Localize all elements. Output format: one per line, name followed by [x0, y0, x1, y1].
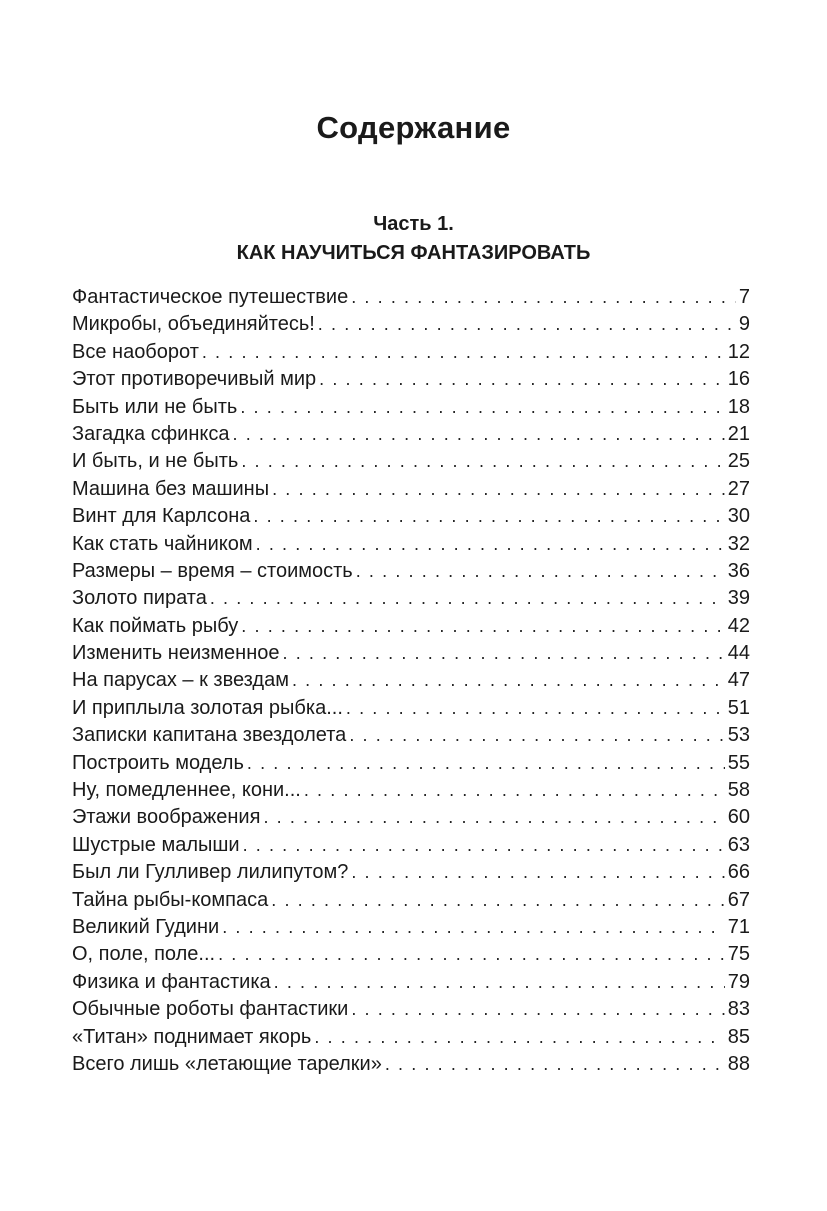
- toc-entry-page: 60: [727, 806, 750, 829]
- toc-entry[interactable]: [72, 887, 750, 914]
- part-title: КАК НАУЧИТЬСЯ ФАНТАЗИРОВАТЬ: [236, 242, 591, 264]
- toc-dot-leader: [351, 859, 724, 886]
- toc-entry-page: 83: [727, 998, 750, 1021]
- toc-entry[interactable]: [72, 804, 750, 831]
- toc-entry-title: Изменить неизменное: [72, 642, 280, 665]
- toc-entry[interactable]: [72, 667, 750, 694]
- toc-dot-leader: [233, 421, 725, 448]
- toc-entry-title: О, поле, поле...: [72, 943, 216, 966]
- toc-dot-leader: [222, 914, 725, 941]
- toc-entry-title: Всего лишь «летающие тарелки»: [72, 1052, 382, 1075]
- toc-entry[interactable]: [72, 750, 750, 777]
- toc-entry-page: 21: [727, 422, 750, 445]
- toc-dot-leader: [271, 887, 725, 914]
- toc-entry[interactable]: [72, 777, 750, 804]
- toc-dot-leader: [210, 585, 725, 612]
- toc-entry-title: Все наоборот: [72, 340, 199, 363]
- toc-entry-page: 79: [727, 970, 750, 993]
- toc-entry-title: Как поймать рыбу: [72, 614, 239, 637]
- toc-entry-page: 88: [727, 1052, 750, 1075]
- toc-entry-page: 16: [727, 368, 750, 391]
- toc-dot-leader: [241, 613, 724, 640]
- toc-dot-leader: [272, 476, 725, 503]
- toc-entry-title: Ну, помедленнее, кони...: [72, 779, 301, 802]
- toc-entry[interactable]: [72, 421, 750, 448]
- toc-entry-title: Построить модель: [72, 751, 244, 774]
- toc-entry-page: 75: [727, 943, 750, 966]
- toc-entry-title: Записки капитана звездолета: [72, 724, 347, 747]
- toc-entry-page: 63: [727, 833, 750, 856]
- toc-entry-page: 66: [727, 861, 750, 884]
- toc-entry-title: Великий Гудини: [72, 915, 220, 938]
- toc-list: [72, 284, 750, 1078]
- toc-entry[interactable]: [72, 1024, 750, 1051]
- toc-dot-leader: [241, 448, 724, 475]
- toc-entry-title: Тайна рыбы-компаса: [72, 888, 269, 911]
- toc-entry-title: Обычные роботы фантастики: [72, 998, 349, 1021]
- toc-entry-title: Фантастическое путешествие: [72, 286, 349, 308]
- toc-entry[interactable]: [72, 941, 750, 968]
- toc-dot-leader: [240, 394, 724, 421]
- toc-dot-leader: [346, 695, 725, 722]
- toc-dot-leader: [202, 339, 725, 366]
- toc-entry-title: Загадка сфинкса: [72, 422, 230, 445]
- toc-entry-title: Как стать чайником: [72, 532, 253, 555]
- toc-entry-page: 12: [727, 340, 750, 363]
- toc-dot-leader: [247, 750, 725, 777]
- toc-entry-title: Был ли Гулливер лилипутом?: [72, 861, 349, 884]
- toc-entry[interactable]: [72, 448, 750, 475]
- toc-dot-leader: [243, 832, 725, 859]
- toc-dot-leader: [385, 1051, 725, 1078]
- toc-entry-page: 85: [727, 1025, 750, 1048]
- toc-entry-page: 55: [727, 751, 750, 774]
- toc-entry[interactable]: [72, 366, 750, 393]
- toc-entry[interactable]: [72, 722, 750, 749]
- part-heading: [0, 210, 827, 268]
- toc-entry-title: Этот противоречивый мир: [72, 368, 317, 391]
- toc-entry[interactable]: [72, 640, 750, 667]
- toc-entry-page: 47: [727, 669, 750, 692]
- toc-dot-leader: [274, 969, 725, 996]
- part-number: Часть 1.: [373, 213, 454, 235]
- toc-dot-leader: [351, 284, 736, 311]
- toc-entry-title: Быть или не быть: [72, 395, 238, 418]
- toc-entry-title: Золото пирата: [72, 587, 207, 610]
- toc-entry[interactable]: [72, 914, 750, 941]
- toc-entry-page: 67: [727, 888, 750, 911]
- toc-entry[interactable]: [72, 859, 750, 886]
- toc-dot-leader: [263, 804, 724, 831]
- toc-entry-page: 71: [727, 915, 750, 938]
- toc-entry[interactable]: [72, 1051, 750, 1078]
- toc-entry-page: 44: [727, 642, 750, 665]
- toc-entry-title: Микробы, объединяйтесь!: [72, 313, 315, 336]
- toc-entry-page: 32: [727, 532, 750, 555]
- toc-entry-title: Шустрые малыши: [72, 833, 240, 856]
- toc-entry-title: «Титан» поднимает якорь: [72, 1025, 312, 1048]
- toc-entry-page: 53: [727, 724, 750, 747]
- toc-entry-page: 25: [727, 450, 750, 473]
- toc-dot-leader: [318, 311, 736, 338]
- toc-dot-leader: [319, 366, 725, 393]
- toc-entry-title: Винт для Карлсона: [72, 505, 251, 528]
- toc-entry-page: 9: [738, 313, 750, 336]
- toc-entry[interactable]: [72, 695, 750, 722]
- toc-entry-page: 36: [727, 559, 750, 582]
- toc-entry[interactable]: [72, 476, 750, 503]
- toc-entry-page: 51: [727, 696, 750, 719]
- toc-dot-leader: [314, 1024, 724, 1051]
- toc-entry-title: Машина без машины: [72, 477, 270, 500]
- toc-entry[interactable]: [72, 339, 750, 366]
- toc-entry-title: Физика и фантастика: [72, 970, 271, 993]
- toc-dot-leader: [349, 722, 724, 749]
- toc-entry-title: И быть, и не быть: [72, 450, 239, 473]
- toc-entry[interactable]: [72, 585, 750, 612]
- page-title: Содержание: [316, 110, 511, 145]
- toc-dot-leader: [283, 640, 725, 667]
- toc-entry-page: 7: [738, 286, 750, 308]
- toc-dot-leader: [256, 531, 725, 558]
- toc-entry-title: И приплыла золотая рыбка...: [72, 696, 343, 719]
- toc-dot-leader: [356, 558, 725, 585]
- toc-entry[interactable]: [72, 311, 750, 338]
- toc-entry-page: 39: [727, 587, 750, 610]
- toc-entry[interactable]: [72, 284, 750, 311]
- toc-dot-leader: [351, 996, 724, 1023]
- toc-entry-title: На парусах – к звездам: [72, 669, 289, 692]
- toc-entry-page: 27: [727, 477, 750, 500]
- toc-entry[interactable]: [72, 503, 750, 530]
- toc-entry[interactable]: [72, 832, 750, 859]
- toc-entry[interactable]: [72, 531, 750, 558]
- toc-entry-title: Этажи воображения: [72, 806, 261, 829]
- toc-entry[interactable]: [72, 996, 750, 1023]
- toc-entry-page: 18: [727, 395, 750, 418]
- toc-entry-title: Размеры – время – стоимость: [72, 559, 353, 582]
- toc-entry-page: 42: [727, 614, 750, 637]
- toc-dot-leader: [253, 503, 724, 530]
- toc-dot-leader: [304, 777, 725, 804]
- toc-entry[interactable]: [72, 394, 750, 421]
- toc-entry-page: 30: [727, 505, 750, 528]
- toc-entry-page: 58: [727, 779, 750, 802]
- toc-entry[interactable]: [72, 558, 750, 585]
- toc-entry[interactable]: [72, 969, 750, 996]
- toc-dot-leader: [292, 667, 725, 694]
- toc-dot-leader: [218, 941, 725, 968]
- toc-entry[interactable]: [72, 613, 750, 640]
